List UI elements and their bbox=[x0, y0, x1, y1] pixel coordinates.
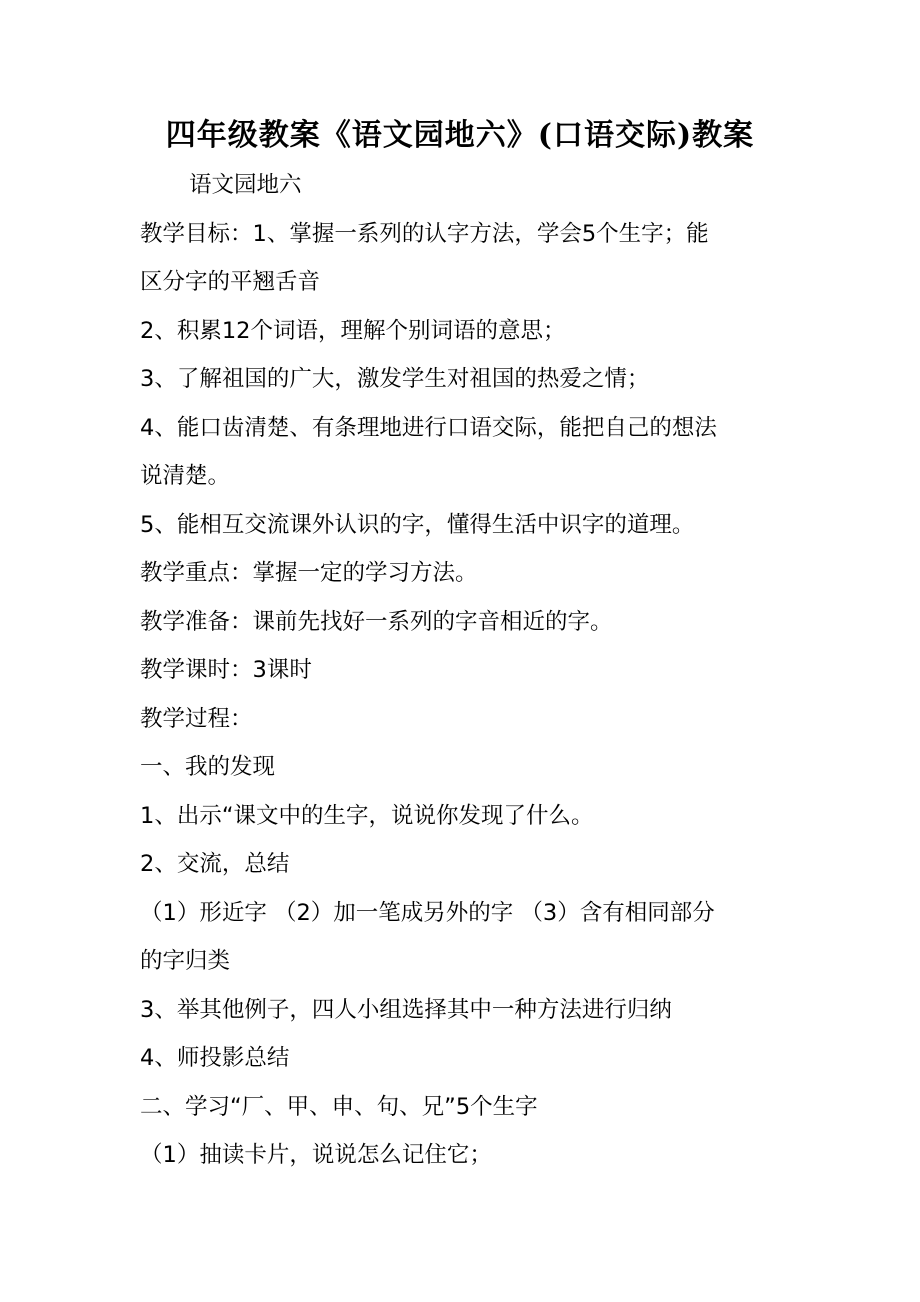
text-line: 教学过程： bbox=[140, 705, 253, 732]
text-line: 4、能口齿清楚、有条理地进行口语交际，能把自己的想法 bbox=[140, 414, 717, 441]
text-line: 教学重点：掌握一定的学习方法。 bbox=[140, 560, 478, 586]
text-line: 说清楚。 bbox=[140, 463, 231, 489]
document-body bbox=[140, 161, 790, 1180]
text-line: 区分字的平翘舌音 bbox=[140, 269, 321, 295]
text-line: 3、举其他例子，四人小组选择其中一种方法进行归纳 bbox=[140, 996, 672, 1023]
text-line: 二、学习“厂、甲、申、句、兄”5个生字 bbox=[140, 1093, 538, 1120]
text-line: 3、了解祖国的广大，激发学生对祖国的热爱之情； bbox=[140, 366, 650, 392]
text-line: 教学准备：课前先找好一系列的字音相近的字。 bbox=[140, 608, 613, 635]
text-line: 的字归类 bbox=[140, 948, 231, 974]
document-title: 四年级教案《语文园地六》(口语交际)教案 bbox=[165, 118, 755, 153]
text-line: 一、我的发现 bbox=[140, 754, 276, 780]
text-line: 语文园地六 bbox=[189, 172, 302, 198]
text-line: （1）抽读卡片，说说怎么记住它； bbox=[140, 1142, 492, 1168]
text-line: 1、出示“课文中的生字，说说你发现了什么。 bbox=[140, 802, 594, 829]
text-line: 教学目标：1、掌握一系列的认字方法，学会5个生字；能 bbox=[140, 220, 709, 247]
text-line: 2、交流，总结 bbox=[140, 851, 290, 877]
text-line: 5、能相互交流课外认识的字，懂得生活中识字的道理。 bbox=[140, 511, 695, 538]
text-line: 教学课时：3课时 bbox=[140, 657, 312, 683]
text-line: 4、师投影总结 bbox=[140, 1045, 290, 1071]
text-line: （1）形近字 （2）加一笔成另外的字 （3）含有相同部分 bbox=[140, 899, 715, 926]
text-line: 2、积累12个词语，理解个别词语的意思； bbox=[140, 317, 566, 344]
